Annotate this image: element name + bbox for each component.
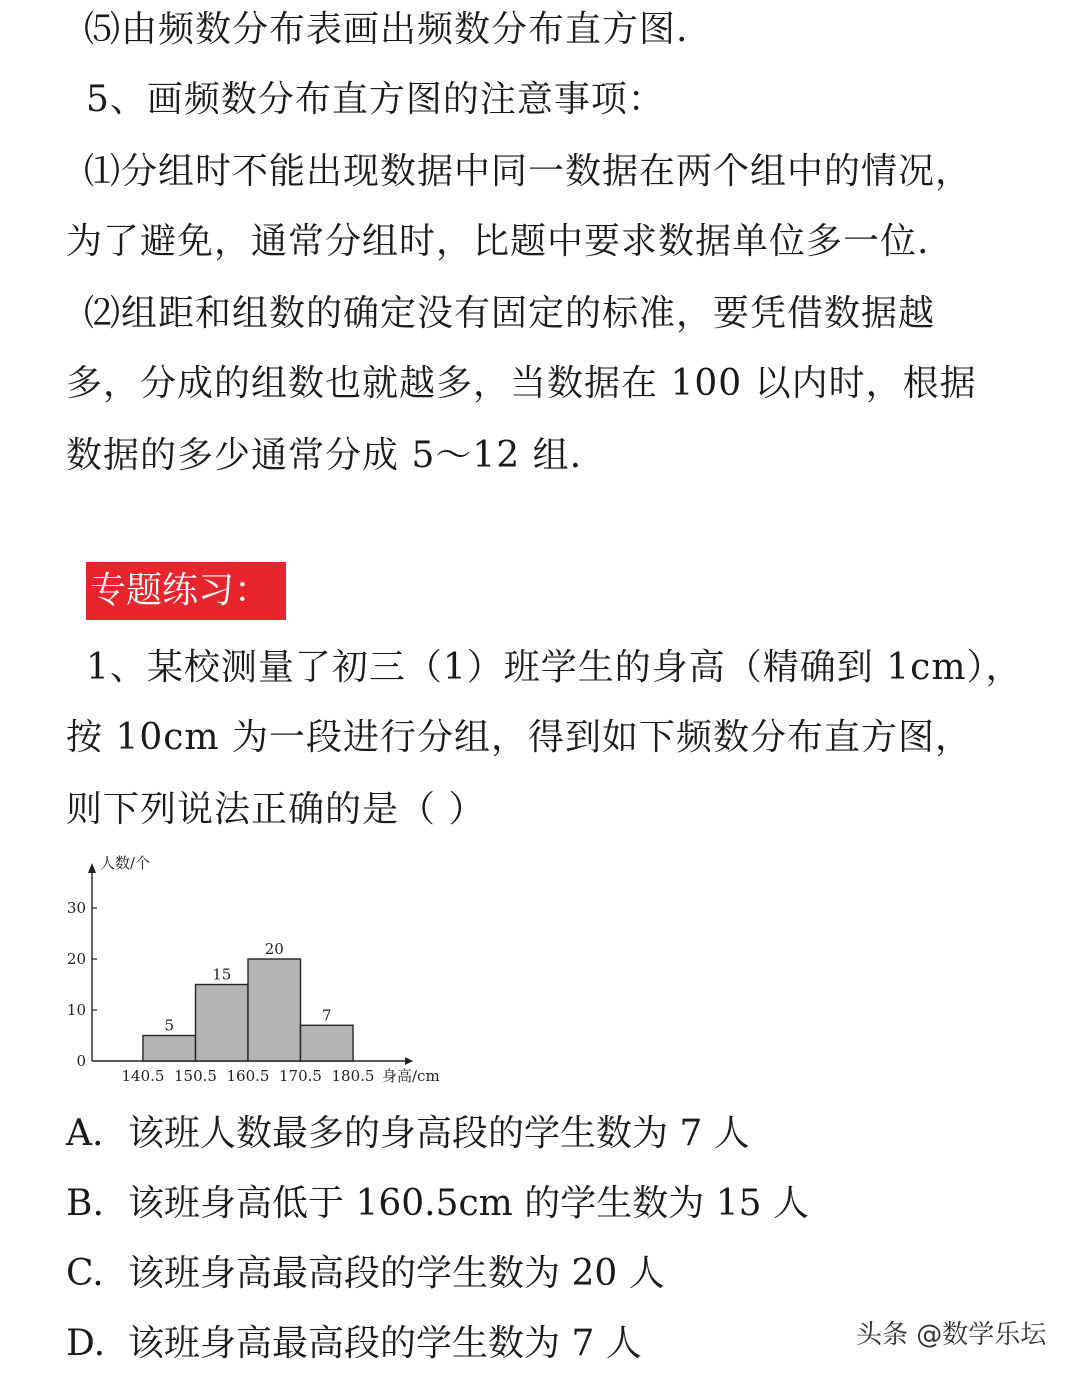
histogram-bar bbox=[196, 985, 249, 1062]
y-axis-label: 人数/个 bbox=[100, 854, 151, 872]
y-tick-label: 30 bbox=[66, 899, 86, 917]
question-line2: 按 10cm 为一段进行分组，得到如下频数分布直方图， bbox=[66, 717, 972, 758]
y-tick-label: 20 bbox=[66, 950, 86, 968]
option-b-text: 该班身高低于 160.5cm 的学生数为 15 人 bbox=[128, 1183, 809, 1224]
bar-value-label: 20 bbox=[264, 940, 284, 958]
note-point2-line1: ⑵组距和组数的确定没有固定的标准，要凭借数据越 bbox=[84, 293, 936, 334]
x-axis-label: 身高/cm bbox=[382, 1067, 440, 1085]
watermark: 头条 @数学乐坛 bbox=[856, 1320, 1047, 1350]
note-step5: ⑸由频数分布表画出频数分布直方图. bbox=[84, 9, 689, 50]
x-tick-label: 170.5 bbox=[279, 1067, 322, 1085]
note-point1-line2: 为了避免，通常分组时，比题中要求数据单位多一位. bbox=[66, 221, 930, 262]
histogram-bar bbox=[301, 1025, 354, 1061]
x-tick-label: 150.5 bbox=[174, 1067, 217, 1085]
bar-value-label: 7 bbox=[321, 1006, 332, 1025]
option-d-letter: D. bbox=[66, 1323, 106, 1364]
histogram-chart bbox=[55, 845, 475, 1095]
option-d[interactable] bbox=[66, 1322, 642, 1366]
note-point2-line3: 数据的多少通常分成 5～12 组. bbox=[66, 435, 583, 476]
option-a-text: 该班人数最多的身高段的学生数为 7 人 bbox=[128, 1113, 750, 1154]
option-c[interactable] bbox=[66, 1252, 665, 1296]
option-d-text: 该班身高最高段的学生数为 7 人 bbox=[128, 1323, 642, 1364]
section-title: 专题练习： bbox=[90, 570, 271, 611]
question-line3: 则下列说法正确的是（ ） bbox=[66, 789, 486, 830]
y-tick-label: 10 bbox=[66, 1001, 86, 1019]
note-point1-line1: ⑴分组时不能出现数据中同一数据在两个组中的情况， bbox=[84, 151, 973, 192]
option-b-letter: B. bbox=[66, 1183, 104, 1224]
x-axis-arrow bbox=[405, 1057, 413, 1065]
option-a-letter: A. bbox=[66, 1113, 104, 1154]
option-c-text: 该班身高最高段的学生数为 20 人 bbox=[128, 1253, 665, 1294]
option-a[interactable] bbox=[66, 1112, 750, 1156]
heading-5: 5、画频数分布直方图的注意事项： bbox=[86, 79, 665, 120]
histogram-bar bbox=[143, 1036, 196, 1062]
x-tick-label: 140.5 bbox=[121, 1067, 165, 1085]
x-tick-label: 160.5 bbox=[226, 1067, 270, 1085]
question-line1: 1、某校测量了初三（1）班学生的身高（精确到 1cm）， bbox=[86, 647, 1023, 688]
x-tick-label: 180.5 bbox=[331, 1067, 375, 1085]
y-axis-arrow bbox=[88, 863, 96, 873]
bar-value-label: 15 bbox=[212, 965, 232, 984]
bar-value-label: 5 bbox=[164, 1016, 175, 1035]
section-banner bbox=[86, 562, 286, 620]
y-tick-label: 0 bbox=[76, 1052, 86, 1070]
option-c-letter: C. bbox=[66, 1253, 104, 1294]
option-b[interactable] bbox=[66, 1182, 809, 1226]
note-point2-line2: 多，分成的组数也就越多，当数据在 100 以内时，根据 bbox=[66, 363, 977, 404]
histogram-bar bbox=[248, 959, 301, 1061]
